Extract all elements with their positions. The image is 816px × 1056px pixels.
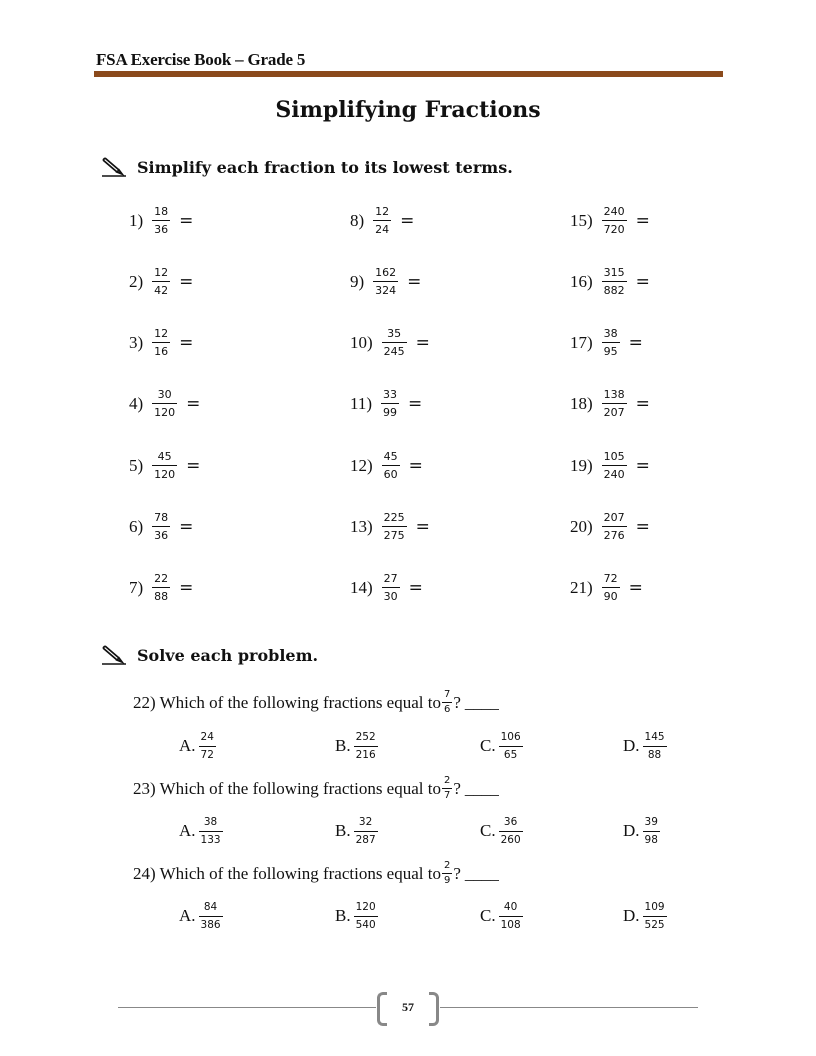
option-letter: B.: [335, 736, 351, 755]
answer-option[interactable]: [179, 817, 225, 845]
option-fraction: [499, 902, 523, 930]
numerator: 35: [387, 327, 402, 340]
numerator: 7: [443, 689, 451, 700]
target-fraction: [442, 690, 452, 715]
denominator: 9: [443, 875, 451, 886]
numerator: 24: [200, 731, 214, 743]
question-mark: ?: [453, 863, 461, 883]
option-letter: A.: [179, 906, 196, 925]
problem-item: [350, 512, 430, 541]
denominator: 216: [355, 748, 376, 761]
numerator: 36: [503, 816, 518, 828]
problem-number: 16): [570, 271, 593, 291]
fraction: [152, 206, 170, 235]
target-fraction: [442, 776, 452, 801]
fraction: [602, 328, 620, 357]
numerator: 145: [644, 731, 665, 743]
numerator: 138: [603, 388, 625, 401]
denominator: 36: [154, 529, 169, 542]
denominator: 36: [154, 223, 169, 236]
denominator: 133: [200, 833, 221, 846]
question-text: 22) Which of the following fractions equal to: [133, 692, 441, 712]
numerator: 207: [603, 511, 625, 524]
equals-sign: =: [415, 332, 430, 353]
equals-sign: =: [408, 577, 423, 598]
answer-blank[interactable]: ____: [464, 778, 499, 798]
answer-option[interactable]: [623, 902, 669, 930]
problem-number: 2): [129, 271, 144, 291]
option-fraction: [199, 817, 223, 845]
equals-sign: =: [415, 516, 430, 537]
denominator: 120: [154, 468, 176, 481]
problem-item: [570, 328, 643, 357]
option-letter: C.: [480, 736, 496, 755]
problem-number: 13): [350, 516, 373, 536]
fraction: [602, 451, 627, 480]
fraction: [602, 267, 627, 296]
problem-number: 14): [350, 577, 373, 597]
answer-option[interactable]: [480, 902, 525, 930]
option-fraction: [199, 902, 223, 930]
option-fraction: [354, 902, 378, 930]
equals-sign: =: [408, 393, 423, 414]
denominator: 540: [355, 918, 376, 931]
fraction: [602, 206, 627, 235]
answer-blank[interactable]: ____: [464, 692, 499, 712]
problem-item: [570, 512, 650, 541]
numerator: 315: [603, 266, 625, 279]
numerator: 38: [603, 327, 618, 340]
problem-item: [129, 206, 193, 235]
fraction: [373, 206, 391, 235]
equals-sign: =: [635, 516, 650, 537]
option-letter: C.: [480, 821, 496, 840]
numerator: 84: [203, 901, 218, 913]
numerator: 120: [355, 901, 376, 913]
problem-item: [570, 389, 650, 418]
option-letter: B.: [335, 821, 351, 840]
numerator: 45: [383, 450, 398, 463]
denominator: 207: [603, 406, 625, 419]
problem-number: 5): [129, 455, 144, 475]
footer-line-left: [118, 1007, 376, 1008]
problem-number: 21): [570, 577, 593, 597]
problem-item: [350, 451, 423, 480]
problem-item: [570, 206, 650, 235]
problem-number: 6): [129, 516, 144, 536]
problem-number: 8): [350, 210, 365, 230]
question-text: 23) Which of the following fractions equal to: [133, 778, 441, 798]
denominator: 260: [500, 833, 521, 846]
fraction: [382, 328, 407, 357]
problem-number: 15): [570, 210, 593, 230]
question: [133, 861, 499, 886]
fraction: [602, 512, 627, 541]
section1-instruction-text: Simplify each fraction to its lowest terms.: [137, 157, 513, 177]
problem-item: [350, 206, 414, 235]
equals-sign: =: [179, 577, 194, 598]
answer-option[interactable]: [335, 817, 380, 845]
denominator: 240: [603, 468, 625, 481]
numerator: 78: [154, 511, 169, 524]
problem-item: [350, 328, 430, 357]
answer-option[interactable]: [480, 817, 525, 845]
equals-sign: =: [407, 271, 422, 292]
denominator: 525: [644, 918, 665, 931]
fraction: [373, 267, 398, 296]
problem-number: 12): [350, 455, 373, 475]
fraction: [602, 389, 627, 418]
numerator: 2: [443, 860, 451, 871]
option-letter: B.: [335, 906, 351, 925]
problem-item: [350, 389, 422, 418]
denominator: 24: [375, 223, 390, 236]
denominator: 30: [383, 590, 398, 603]
question-mark: ?: [453, 778, 461, 798]
problem-item: [350, 573, 423, 602]
numerator: 30: [157, 388, 172, 401]
equals-sign: =: [628, 332, 643, 353]
answer-option[interactable]: [335, 902, 380, 930]
numerator: 40: [503, 901, 518, 913]
equals-sign: =: [408, 455, 423, 476]
denominator: 108: [500, 918, 521, 931]
problem-number: 7): [129, 577, 144, 597]
problem-number: 18): [570, 393, 593, 413]
problem-number: 1): [129, 210, 144, 230]
problem-item: [129, 451, 200, 480]
denominator: 72: [200, 748, 214, 761]
fraction: [152, 512, 170, 541]
equals-sign: =: [635, 210, 650, 231]
equals-sign: =: [186, 393, 201, 414]
denominator: 90: [603, 590, 618, 603]
question: [133, 776, 499, 801]
answer-option[interactable]: [179, 902, 225, 930]
denominator: 720: [603, 223, 625, 236]
fraction: [152, 389, 177, 418]
denominator: 386: [200, 918, 221, 931]
equals-sign: =: [179, 210, 194, 231]
numerator: 162: [375, 266, 397, 279]
option-fraction: [643, 902, 667, 930]
fraction: [152, 328, 170, 357]
numerator: 72: [603, 572, 618, 585]
numerator: 252: [355, 731, 376, 743]
problem-number: 17): [570, 332, 593, 352]
page-number: 57: [402, 999, 414, 1014]
footer-line-right: [440, 1007, 698, 1008]
problem-number: 9): [350, 271, 365, 291]
fraction: [382, 512, 407, 541]
problem-item: [129, 512, 193, 541]
fraction: [152, 267, 170, 296]
answer-blank[interactable]: ____: [464, 863, 499, 883]
section2-instruction: [101, 645, 318, 665]
numerator: 106: [500, 731, 521, 743]
page-title: Simplifying Fractions: [275, 97, 541, 123]
denominator: 98: [644, 833, 658, 846]
answer-option[interactable]: [335, 732, 380, 760]
denominator: 99: [383, 406, 398, 419]
numerator: 225: [383, 511, 405, 524]
numerator: 105: [603, 450, 625, 463]
numerator: 33: [383, 388, 398, 401]
option-fraction: [499, 817, 523, 845]
answer-option[interactable]: [623, 817, 662, 845]
numerator: 240: [603, 205, 625, 218]
fraction: [382, 451, 400, 480]
option-fraction: [499, 732, 523, 760]
option-letter: A.: [179, 821, 196, 840]
option-letter: A.: [179, 736, 196, 755]
problem-number: 10): [350, 332, 373, 352]
denominator: 95: [603, 345, 618, 358]
problem-item: [129, 573, 193, 602]
fraction: [382, 573, 400, 602]
book-header: FSA Exercise Book – Grade 5: [96, 50, 306, 69]
denominator: 6: [443, 704, 451, 715]
denominator: 42: [154, 284, 169, 297]
question-text: 24) Which of the following fractions equal to: [133, 863, 441, 883]
option-fraction: [199, 732, 216, 760]
denominator: 245: [383, 345, 405, 358]
problem-item: [570, 267, 650, 296]
option-fraction: [354, 732, 378, 760]
equals-sign: =: [179, 516, 194, 537]
option-fraction: [354, 817, 378, 845]
equals-sign: =: [628, 577, 643, 598]
denominator: 88: [154, 590, 169, 603]
target-fraction: [442, 861, 452, 886]
question-mark: ?: [453, 692, 461, 712]
numerator: 12: [154, 266, 169, 279]
denominator: 60: [383, 468, 398, 481]
numerator: 32: [358, 816, 373, 828]
equals-sign: =: [400, 210, 415, 231]
equals-sign: =: [635, 455, 650, 476]
fraction: [152, 573, 170, 602]
problem-number: 11): [350, 393, 373, 413]
numerator: 27: [383, 572, 398, 585]
denominator: 275: [383, 529, 405, 542]
denominator: 88: [647, 748, 662, 761]
answer-option[interactable]: [480, 732, 525, 760]
equals-sign: =: [635, 271, 650, 292]
problem-number: 19): [570, 455, 593, 475]
denominator: 7: [443, 790, 451, 801]
fraction: [381, 389, 399, 418]
numerator: 109: [644, 901, 665, 913]
pencil-icon: [101, 645, 127, 665]
option-letter: C.: [480, 906, 496, 925]
denominator: 882: [603, 284, 625, 297]
option-letter: D.: [623, 821, 640, 840]
equals-sign: =: [179, 332, 194, 353]
option-letter: D.: [623, 736, 640, 755]
answer-option[interactable]: [179, 732, 218, 760]
problem-item: [129, 267, 193, 296]
problem-number: 20): [570, 516, 593, 536]
problem-item: [570, 451, 650, 480]
option-letter: D.: [623, 906, 640, 925]
problem-item: [129, 328, 193, 357]
denominator: 65: [503, 748, 518, 761]
fraction: [602, 573, 620, 602]
problem-item: [129, 389, 200, 418]
numerator: 2: [443, 775, 451, 786]
numerator: 12: [375, 205, 390, 218]
question: [133, 690, 499, 715]
numerator: 18: [154, 205, 169, 218]
denominator: 120: [154, 406, 176, 419]
numerator: 22: [154, 572, 169, 585]
equals-sign: =: [635, 393, 650, 414]
problem-item: [350, 267, 421, 296]
numerator: 45: [157, 450, 172, 463]
option-fraction: [643, 817, 660, 845]
numerator: 12: [154, 327, 169, 340]
problem-item: [570, 573, 643, 602]
denominator: 276: [603, 529, 625, 542]
answer-option[interactable]: [623, 732, 669, 760]
denominator: 16: [154, 345, 169, 358]
numerator: 38: [203, 816, 218, 828]
problem-number: 3): [129, 332, 144, 352]
problem-number: 4): [129, 393, 144, 413]
equals-sign: =: [186, 455, 201, 476]
numerator: 39: [644, 816, 658, 828]
equals-sign: =: [179, 271, 194, 292]
fraction: [152, 451, 177, 480]
option-fraction: [643, 732, 667, 760]
section2-instruction-text: Solve each problem.: [137, 645, 319, 665]
denominator: 287: [355, 833, 376, 846]
denominator: 324: [375, 284, 397, 297]
